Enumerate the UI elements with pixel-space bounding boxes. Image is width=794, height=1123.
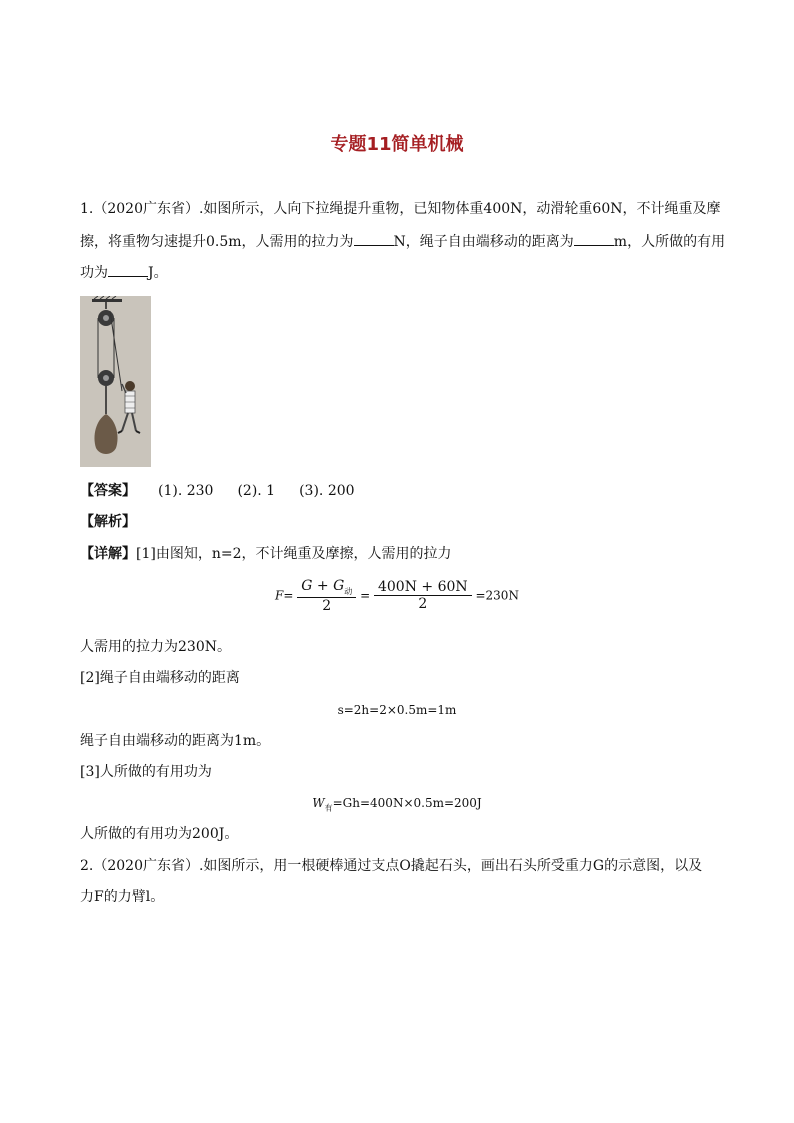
question-1-line-3 bbox=[80, 262, 168, 283]
question-1-line-2 bbox=[80, 231, 725, 252]
question-1-text: J。 bbox=[148, 265, 168, 281]
formula-3-lhs: W bbox=[312, 796, 325, 810]
formula-2: s=2h=2×0.5m=1m bbox=[337, 703, 457, 717]
question-1-text: N，绳子自由端移动的距离为 bbox=[393, 234, 574, 250]
formula-1-den2: 2 bbox=[418, 596, 428, 613]
page-title: 专题11简单机械 bbox=[330, 134, 464, 155]
formula-1-fraction-1 bbox=[297, 578, 356, 614]
detail-label: 【详解】 bbox=[80, 546, 136, 562]
formula-1-lhs: F= bbox=[275, 588, 294, 603]
answer-blank bbox=[574, 231, 614, 246]
answer-line bbox=[80, 481, 355, 501]
answer-blank bbox=[108, 262, 148, 277]
question-2-line-2: 力F的力臂l。 bbox=[80, 889, 165, 905]
formula-1-num1: G + G bbox=[301, 578, 345, 594]
question-1-text: 功为 bbox=[80, 265, 108, 281]
answer-2: (2). 1 bbox=[237, 483, 276, 499]
formula-3 bbox=[0, 796, 794, 813]
step-2: [2]绳子自由端移动的距离 bbox=[80, 670, 240, 686]
formula-3-rest: =Gh=400N×0.5m=200J bbox=[332, 796, 482, 810]
formula-1 bbox=[0, 578, 794, 614]
result-2: 绳子自由端移动的距离为1m。 bbox=[80, 733, 271, 749]
question-2-line-1: 2.（2020广东省）.如图所示，用一根硬棒通过支点O撬起石头，画出石头所受重力G的示意图，以及 bbox=[80, 858, 703, 874]
formula-1-den1: 2 bbox=[322, 597, 332, 614]
formula-1-fraction-2 bbox=[374, 579, 472, 612]
detail-text: [1]由图知，n=2，不计绳重及摩擦，人需用的拉力 bbox=[136, 546, 452, 562]
pulley-figure bbox=[80, 296, 151, 467]
formula-3-sub: 有 bbox=[324, 803, 333, 813]
formula-1-num2: 400N + 60N bbox=[374, 579, 472, 596]
formula-1-rhs: =230N bbox=[475, 588, 519, 603]
detail-line bbox=[80, 544, 451, 564]
answer-label: 【答案】 bbox=[80, 483, 136, 499]
result-3: 人所做的有用功为200J。 bbox=[80, 826, 239, 842]
answer-3: (3). 200 bbox=[299, 483, 355, 499]
question-1-text: m，人所做的有用 bbox=[613, 234, 726, 250]
answer-blank bbox=[354, 231, 394, 246]
answer-1: (1). 230 bbox=[158, 483, 214, 499]
result-1: 人需用的拉力为230N。 bbox=[80, 639, 231, 655]
analysis-label: 【解析】 bbox=[80, 514, 136, 530]
formula-1-eq: = bbox=[360, 588, 371, 603]
step-3: [3]人所做的有用功为 bbox=[80, 764, 212, 780]
formula-1-num1-sub: 动 bbox=[344, 586, 353, 596]
question-1-text: 擦，将重物匀速提升0.5m，人需用的拉力为 bbox=[80, 234, 354, 250]
question-1-line-1: 1.（2020广东省）.如图所示，人向下拉绳提升重物，已知物体重400N，动滑轮重60N，不计绳重及摩 bbox=[80, 201, 721, 217]
